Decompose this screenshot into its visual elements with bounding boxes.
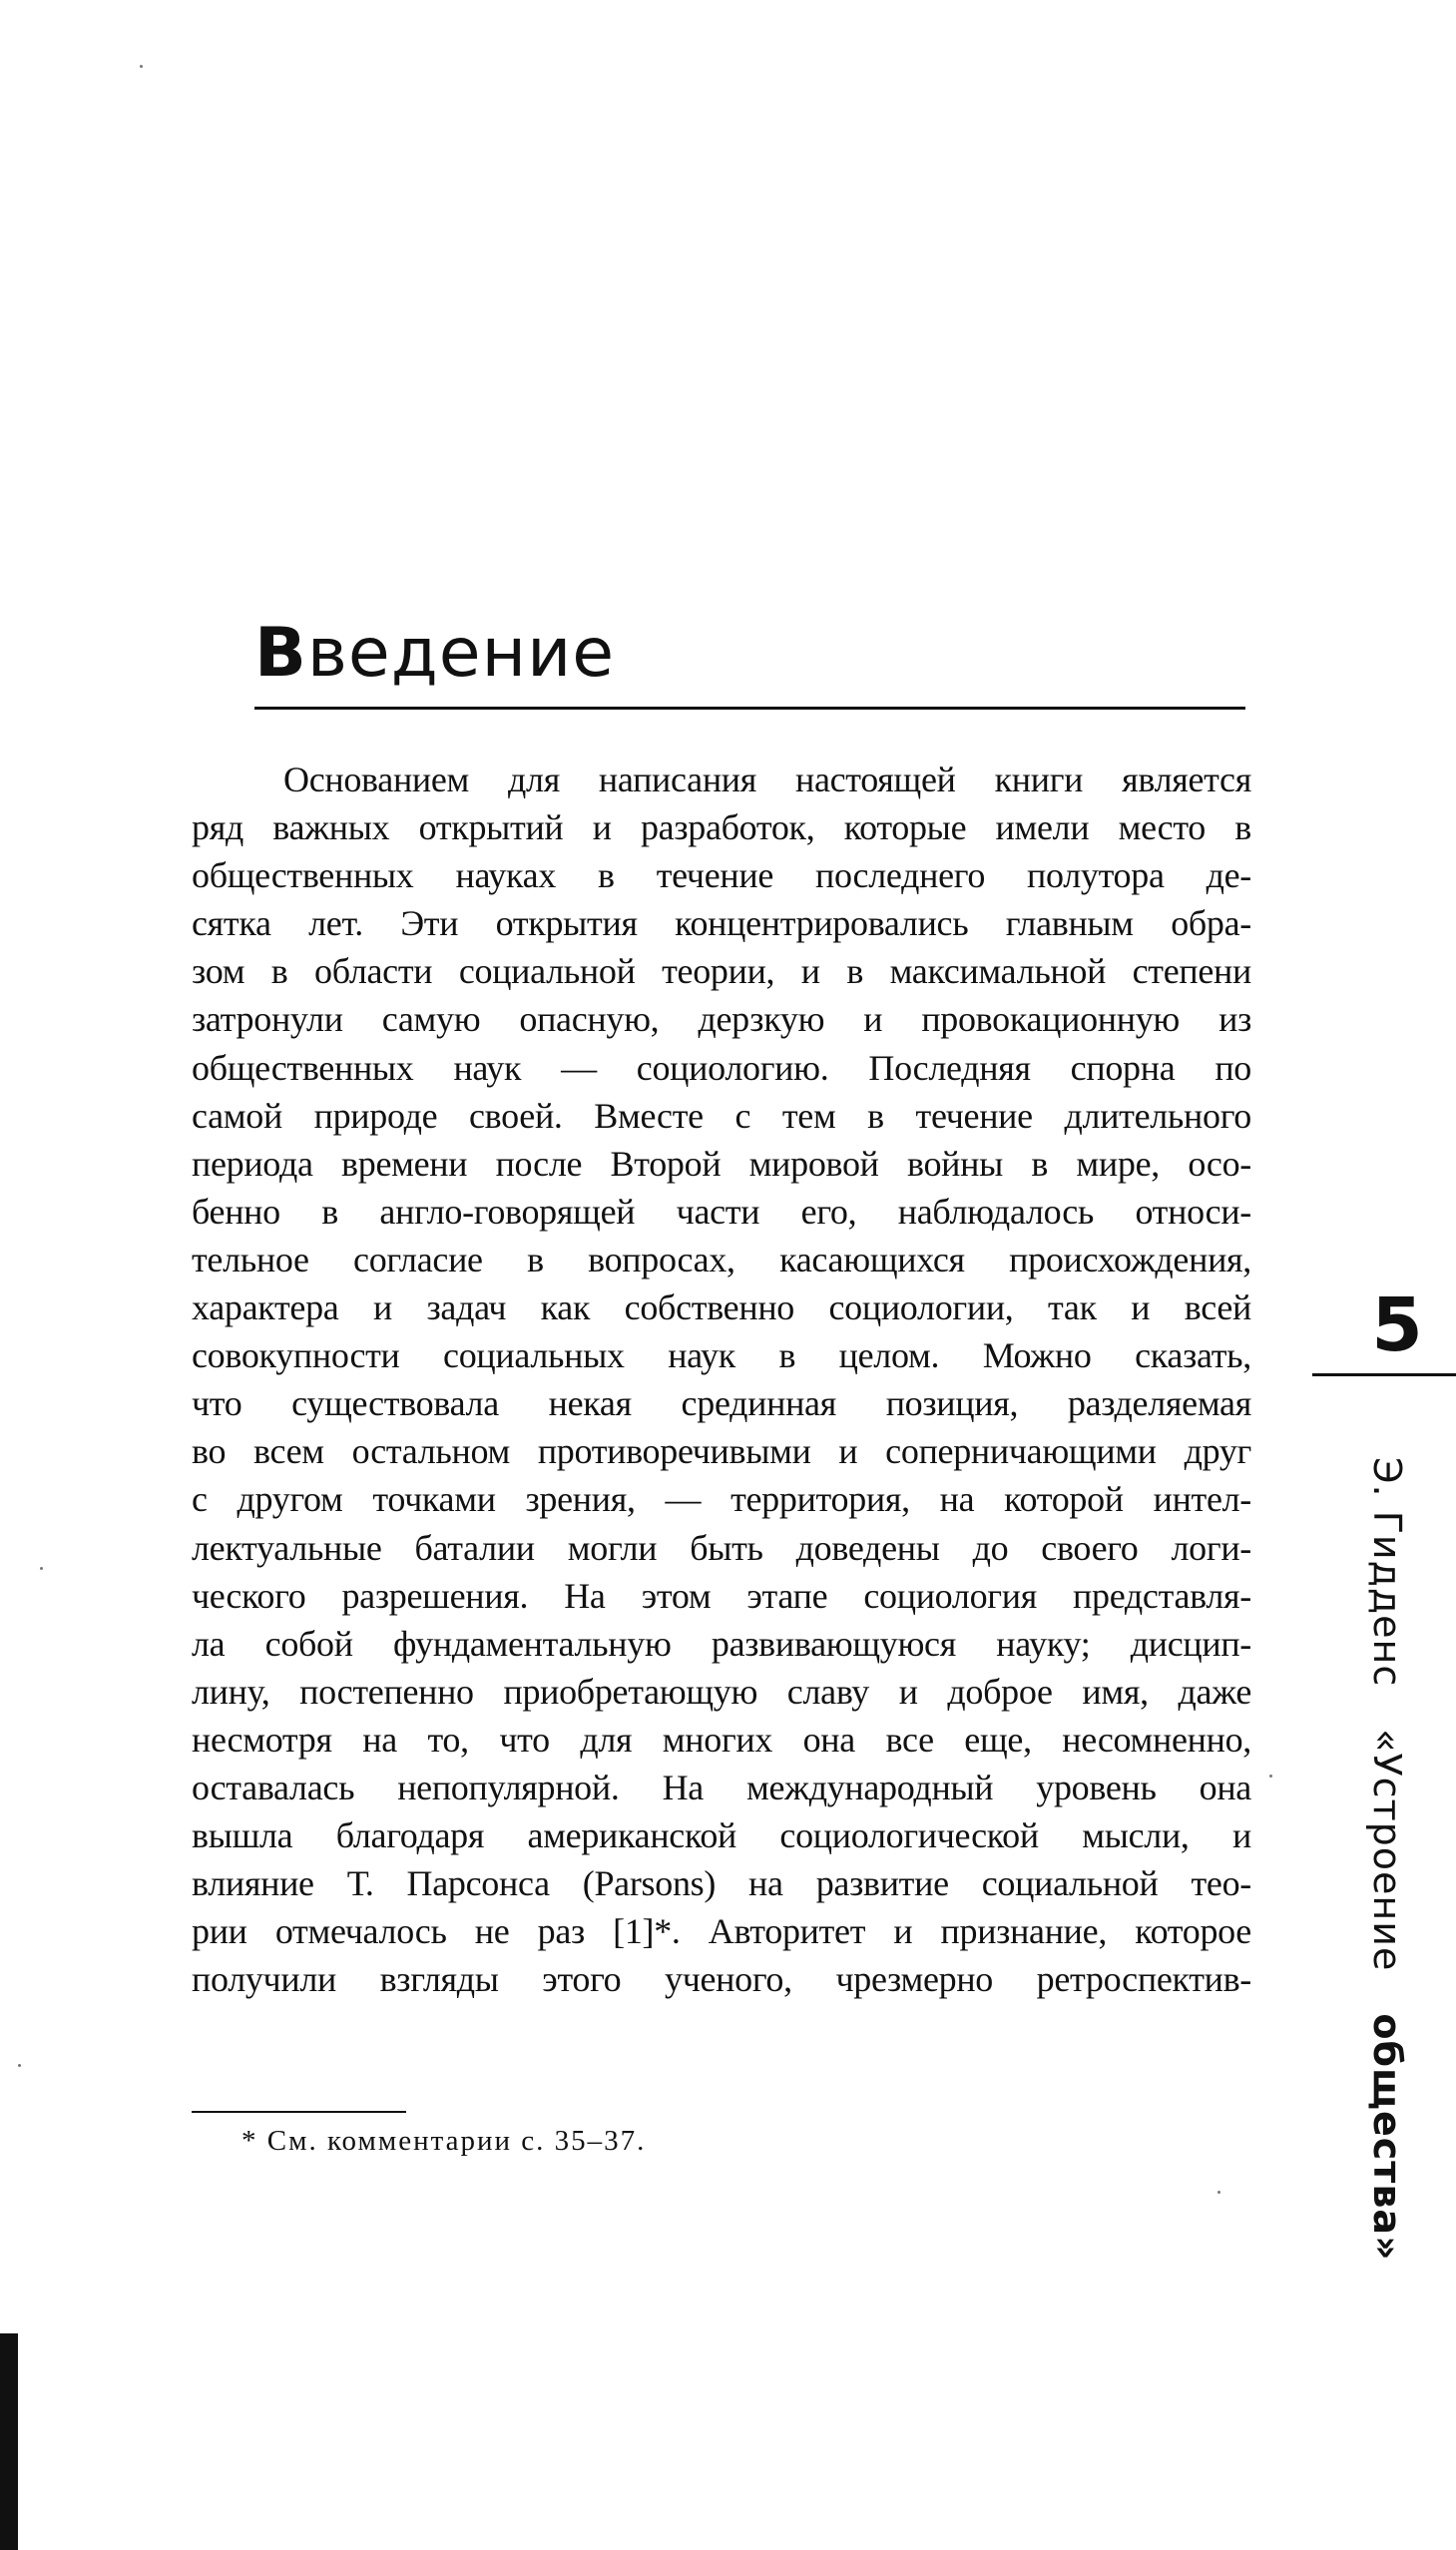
body-line: влияние Т. Парсонса (Parsons) на развитие социальной тео-	[192, 1863, 1251, 1904]
body-line: совокупности социальных наук в целом. Можно сказать,	[192, 1335, 1251, 1376]
body-line: сятка лет. Эти открытия концентрировались главным обра-	[192, 903, 1251, 944]
body-line: вышла благодаря американской социологической мысли, и	[192, 1815, 1251, 1856]
footnote-separator	[192, 2111, 406, 2113]
body-line: затронули самую опасную, дерзкую и провокационную из	[192, 999, 1251, 1040]
body-line: ла собой фундаментальную развивающуюся науку; дисцип-	[192, 1623, 1251, 1664]
body-line: рии отмечалось не раз [1]*. Авторитет и признание, которое	[192, 1911, 1251, 1952]
body-line: общественных науках в течение последнего полутора де-	[192, 855, 1251, 896]
heading-initial-letter: В	[254, 614, 307, 693]
body-line: лину, постепенно приобретающую славу и доброе имя, даже	[192, 1671, 1251, 1712]
body-line: во всем остальном противоречивыми и соперничающими друг	[192, 1431, 1251, 1472]
body-line: бенно в англо-говорящей части его, наблюдалось относи-	[192, 1191, 1251, 1232]
heading-underline	[254, 707, 1245, 710]
footnote: * См. комментарии с. 35–37.	[242, 2125, 647, 2157]
body-line: ряд важных открытий и разработок, которые имели место в	[192, 807, 1251, 848]
body-line: общественных наук — социологию. Последняя спорна по	[192, 1047, 1251, 1088]
body-line: получили взгляды этого ученого, чрезмерно ретроспектив-	[192, 1959, 1251, 2000]
body-line: периода времени после Второй мировой войны в мире, осо-	[192, 1143, 1251, 1184]
page-number-rule	[1312, 1373, 1456, 1376]
scan-edge-bar	[0, 2333, 18, 2550]
scan-speck	[40, 1567, 43, 1570]
scan-speck	[140, 65, 143, 68]
body-line: оставалась непопулярной. На международный уровень она	[192, 1767, 1251, 1807]
body-line: что существовала некая срединная позиция, разделяемая	[192, 1383, 1251, 1424]
page-number: 5	[1371, 1282, 1423, 1368]
body-line: Основанием для написания настоящей книги является	[283, 760, 1251, 799]
body-line: самой природе своей. Вместе с тем в течение длительного	[192, 1095, 1251, 1136]
running-head-author: Э. Гидденс	[1365, 1457, 1409, 1688]
body-line: зом в области социальной теории, и в максимальной степени	[192, 951, 1251, 992]
body-line: характера и задач как собственно социологии, так и всей	[192, 1287, 1251, 1328]
body-line: ческого разрешения. На этом этапе социология представля-	[192, 1575, 1251, 1616]
body-line: тельное согласие в вопросах, касающихся происхождения,	[192, 1239, 1251, 1279]
scan-speck	[18, 2064, 21, 2067]
scan-speck	[1217, 2191, 1220, 2194]
running-head-title-suffix: общества»	[1365, 2013, 1409, 2262]
body-line: с другом точками зрения, — территория, на которой интел-	[192, 1479, 1251, 1520]
body-line: лектуальные баталии могли быть доведены до своего логи-	[192, 1527, 1251, 1568]
chapter-heading	[254, 614, 1252, 694]
heading-rest: ведение	[306, 614, 616, 693]
running-head	[1352, 1457, 1422, 2262]
body-paragraph	[192, 756, 1251, 2003]
body-line: несмотря на то, что для многих она все еще, несомненно,	[192, 1719, 1251, 1760]
scan-speck	[1269, 1775, 1272, 1778]
running-head-title-prefix: «Устроение	[1365, 1729, 1409, 1972]
